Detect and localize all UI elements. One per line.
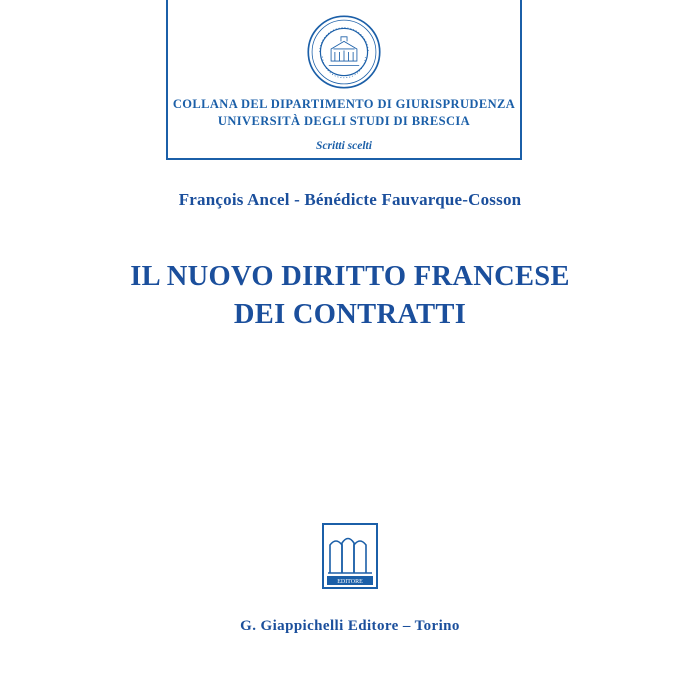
series-subtitle: Scritti scelti xyxy=(316,139,372,152)
authors: François Ancel - Bénédicte Fauvarque-Cosson xyxy=(178,190,522,209)
title-line-1: IL NUOVO DIRITTO FRANCESE xyxy=(130,261,570,292)
series-frame-box xyxy=(166,0,522,160)
series-collection-line2: UNIVERSITÀ DEGLI STUDI DI BRESCIA xyxy=(217,113,471,128)
university-crest-icon xyxy=(306,14,382,90)
page-title xyxy=(0,258,700,333)
svg-text:EDITORE: EDITORE xyxy=(337,579,363,585)
series-collection-line1: COLLANA DEL DIPARTIMENTO DI GIURISPRUDENZA xyxy=(172,97,516,111)
publisher-name: G. Giappichelli Editore – Torino xyxy=(240,618,460,634)
title-line-2: DEI CONTRATTI xyxy=(233,298,467,330)
giappichelli-colonnade-logo-icon xyxy=(322,523,378,589)
